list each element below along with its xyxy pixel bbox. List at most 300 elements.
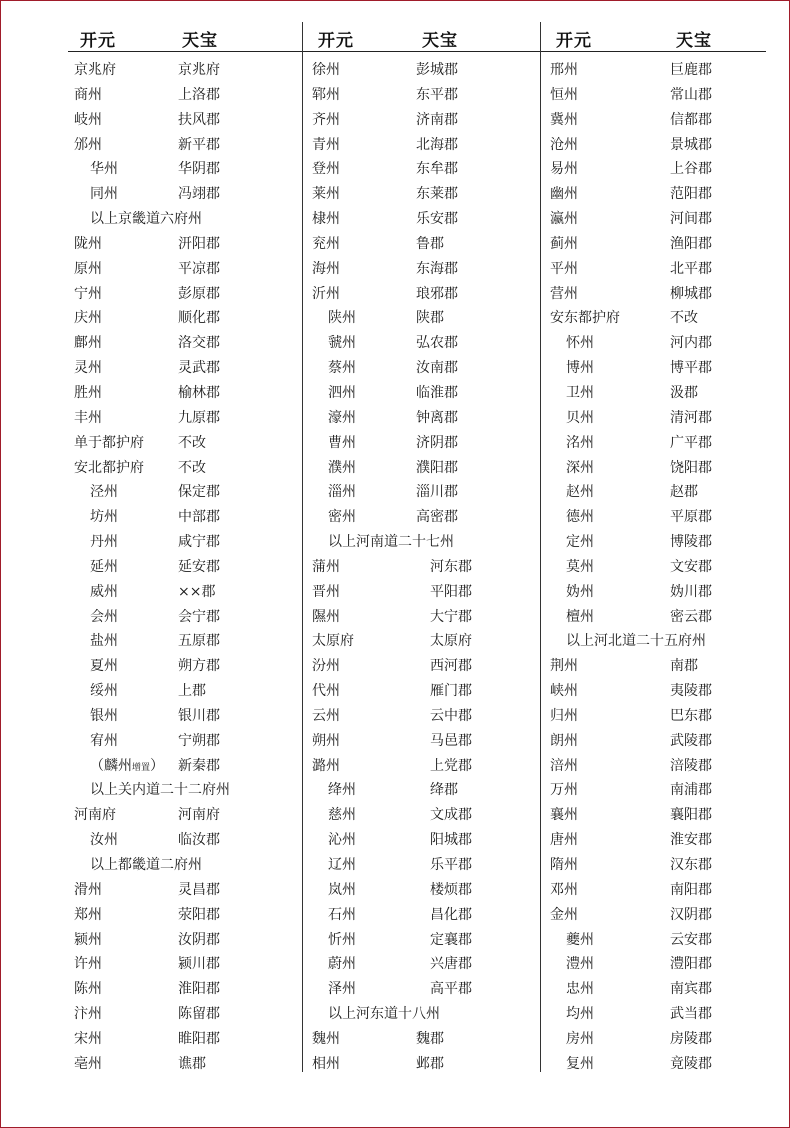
kaiyuan-name-text: 泾州 (90, 484, 118, 501)
kaiyuan-name-text: 岐州 (74, 111, 102, 128)
kaiyuan-name (566, 1027, 594, 1052)
column-1 (74, 58, 300, 1077)
tianbao-name: 范阳郡 (670, 186, 712, 203)
header-tianbao-2: 天宝 (422, 31, 458, 51)
kaiyuan-name-text: 登州 (312, 161, 340, 178)
tianbao-name: 汲郡 (670, 384, 698, 401)
kaiyuan-name (550, 282, 578, 307)
kaiyuan-name (90, 555, 118, 580)
kaiyuan-name-text: 海州 (312, 260, 340, 277)
kaiyuan-name-text: 原州 (74, 260, 102, 277)
kaiyuan-note: 增置 (132, 762, 151, 773)
table-row (312, 580, 536, 605)
table-row (312, 778, 536, 803)
tianbao-name: 昌化郡 (430, 906, 472, 923)
kaiyuan-name (328, 431, 356, 456)
kaiyuan-name-text: 襄州 (550, 807, 578, 824)
kaiyuan-name-text: 云州 (312, 707, 340, 724)
tianbao-name: 荥阳郡 (178, 906, 220, 923)
tianbao-name: 冯翊郡 (178, 186, 220, 203)
tianbao-name: 延安郡 (178, 558, 220, 575)
table-row (312, 83, 536, 108)
kaiyuan-name-text: 均州 (566, 1006, 594, 1023)
kaiyuan-name-text: 陈州 (74, 981, 102, 998)
kaiyuan-name (328, 381, 356, 406)
kaiyuan-name-text: 陇州 (74, 235, 102, 252)
table-row (312, 406, 536, 431)
table-row (312, 629, 536, 654)
kaiyuan-name (566, 1002, 594, 1027)
tianbao-name: 武当郡 (670, 1006, 712, 1023)
table-row (74, 282, 300, 307)
kaiyuan-name (328, 853, 356, 878)
tianbao-name: 巴东郡 (670, 707, 712, 724)
tianbao-name: 河南府 (178, 807, 220, 824)
table-row (550, 754, 770, 779)
kaiyuan-name (90, 480, 118, 505)
table-row (550, 928, 770, 953)
kaiyuan-name-text: 胜州 (74, 384, 102, 401)
kaiyuan-name (90, 729, 118, 754)
table-row (312, 157, 536, 182)
kaiyuan-name (312, 1052, 340, 1077)
kaiyuan-name-text: 颍州 (74, 931, 102, 948)
table-row (312, 356, 536, 381)
kaiyuan-name (328, 331, 356, 356)
tianbao-name: 河间郡 (670, 211, 712, 228)
tianbao-name: 会宁郡 (178, 608, 220, 625)
kaiyuan-name (74, 803, 116, 828)
kaiyuan-name (550, 704, 578, 729)
tianbao-name: 夷陵郡 (670, 683, 712, 700)
tianbao-name: 鲁郡 (416, 235, 444, 252)
table-row (74, 928, 300, 953)
kaiyuan-name-text: 德州 (566, 509, 594, 526)
table-row (550, 505, 770, 530)
kaiyuan-name-text: 怀州 (566, 335, 594, 352)
kaiyuan-name-text: 汴州 (74, 1006, 102, 1023)
tianbao-name: 宁朔郡 (178, 732, 220, 749)
tianbao-name: 渔阳郡 (670, 235, 712, 252)
kaiyuan-name-text: 房州 (566, 1030, 594, 1047)
kaiyuan-name-text: 陕州 (328, 310, 356, 327)
tianbao-name: 马邑郡 (430, 732, 472, 749)
tianbao-name: 汝阴郡 (178, 931, 220, 948)
table-row (550, 679, 770, 704)
kaiyuan-name (566, 406, 594, 431)
header-tianbao-3: 天宝 (676, 31, 712, 51)
summary-text: 以上河南道二十七州 (328, 534, 454, 551)
tianbao-name: 东海郡 (416, 260, 458, 277)
tianbao-name: 南浦郡 (670, 782, 712, 799)
table-row (74, 480, 300, 505)
kaiyuan-name (74, 356, 102, 381)
kaiyuan-name-text: 魏州 (312, 1030, 340, 1047)
table-row (74, 629, 300, 654)
table-row (74, 381, 300, 406)
table-row (312, 1052, 536, 1077)
tianbao-name: 河东郡 (430, 558, 472, 575)
kaiyuan-name-text: 朔州 (312, 732, 340, 749)
kaiyuan-name (74, 431, 144, 456)
kaiyuan-name-text: 银州 (90, 707, 118, 724)
kaiyuan-name-text: 隋州 (550, 857, 578, 873)
column-divider-2 (540, 22, 541, 1072)
table-row (550, 580, 770, 605)
tianbao-name: 邺郡 (416, 1055, 444, 1072)
summary-row (550, 629, 770, 654)
tianbao-name: 颍川郡 (178, 956, 220, 973)
kaiyuan-name-text: 河南府 (74, 807, 116, 824)
column-divider-1 (302, 22, 303, 1072)
kaiyuan-name-text: 濠州 (328, 409, 356, 426)
table-row (312, 232, 536, 257)
kaiyuan-name-text: 濮州 (328, 459, 356, 476)
kaiyuan-name (328, 803, 356, 828)
kaiyuan-name (90, 505, 118, 530)
table-row (312, 108, 536, 133)
tianbao-name: 陈留郡 (178, 1006, 220, 1023)
kaiyuan-name-text: 绛州 (328, 782, 356, 799)
kaiyuan-name (74, 232, 102, 257)
tianbao-name: 上洛郡 (178, 86, 220, 103)
kaiyuan-name (90, 704, 118, 729)
kaiyuan-name-text: 延州 (90, 558, 118, 575)
tianbao-name: 上党郡 (430, 757, 472, 774)
table-row (312, 431, 536, 456)
kaiyuan-name-text: 博州 (566, 360, 594, 377)
kaiyuan-name (550, 754, 578, 779)
kaiyuan-name (312, 232, 340, 257)
table-row (550, 232, 770, 257)
tianbao-name: 云安郡 (670, 931, 712, 948)
kaiyuan-name (90, 629, 118, 654)
table-row (74, 977, 300, 1002)
kaiyuan-name-text: 徐州 (312, 62, 340, 78)
tianbao-name: 绛郡 (430, 782, 458, 799)
kaiyuan-name (328, 306, 356, 331)
table-row (312, 729, 536, 754)
kaiyuan-name-text: 许州 (74, 956, 102, 973)
tianbao-name: 清河郡 (670, 409, 712, 426)
header-rule (68, 51, 766, 52)
table-row (550, 828, 770, 853)
kaiyuan-name (90, 654, 118, 679)
kaiyuan-name-text: 朗州 (550, 732, 578, 749)
kaiyuan-name-text: 潞州 (312, 757, 340, 774)
tianbao-name: 淄川郡 (416, 484, 458, 501)
tianbao-name: 灵武郡 (178, 360, 220, 377)
table-row (74, 157, 300, 182)
kaiyuan-name-text: 棣州 (312, 211, 340, 228)
kaiyuan-name (566, 928, 594, 953)
kaiyuan-name-text: 滑州 (74, 881, 102, 898)
kaiyuan-name (74, 406, 102, 431)
kaiyuan-name (312, 629, 354, 654)
table-row (550, 878, 770, 903)
table-row (312, 331, 536, 356)
kaiyuan-name-text: 隰州 (312, 608, 340, 625)
column-3 (550, 58, 770, 1077)
table-row (550, 108, 770, 133)
tianbao-name: 榆林郡 (178, 384, 220, 401)
kaiyuan-name-text: 京兆府 (74, 62, 116, 78)
kaiyuan-name (566, 505, 594, 530)
tianbao-name: 澧阳郡 (670, 956, 712, 973)
table-row (74, 331, 300, 356)
tianbao-name: 北海郡 (416, 136, 458, 153)
summary-text: 以上河东道十八州 (328, 1006, 440, 1023)
summary-row (74, 778, 300, 803)
kaiyuan-name (328, 778, 356, 803)
tianbao-name: 阳城郡 (430, 832, 472, 849)
table-row (550, 803, 770, 828)
kaiyuan-name (74, 977, 102, 1002)
table-row (74, 803, 300, 828)
kaiyuan-name (74, 83, 102, 108)
kaiyuan-name (550, 306, 620, 331)
tianbao-name: 大宁郡 (430, 608, 472, 625)
table-row (74, 356, 300, 381)
tianbao-name: 汉东郡 (670, 857, 712, 873)
kaiyuan-name-text: 复州 (566, 1055, 594, 1072)
table-row (312, 555, 536, 580)
tianbao-name: 平阳郡 (430, 583, 472, 600)
tianbao-name: 乐安郡 (416, 211, 458, 228)
kaiyuan-name-text: 郑州 (74, 906, 102, 923)
summary-text: 以上京畿道六府州 (90, 211, 202, 228)
tianbao-name: 河内郡 (670, 335, 712, 352)
kaiyuan-name (566, 480, 594, 505)
table-row (550, 530, 770, 555)
kaiyuan-name (566, 356, 594, 381)
kaiyuan-name (74, 903, 102, 928)
table-row (312, 803, 536, 828)
kaiyuan-name-text: 蔚州 (328, 956, 356, 973)
kaiyuan-name (90, 828, 118, 853)
tianbao-name: 定襄郡 (430, 931, 472, 948)
tianbao-name: 汉阴郡 (670, 906, 712, 923)
kaiyuan-name (328, 952, 356, 977)
kaiyuan-name (74, 108, 102, 133)
kaiyuan-name (312, 108, 340, 133)
tianbao-name: 竟陵郡 (670, 1055, 712, 1072)
kaiyuan-name-text: 蓟州 (550, 235, 578, 252)
kaiyuan-name-text: 深州 (566, 459, 594, 476)
table-row (74, 729, 300, 754)
tianbao-name: 五原郡 (178, 633, 220, 650)
tianbao-name: 保定郡 (178, 484, 220, 501)
kaiyuan-name (550, 133, 578, 158)
kaiyuan-name (74, 306, 102, 331)
kaiyuan-name-text: 庆州 (74, 310, 102, 327)
table-row (312, 58, 536, 83)
table-row (74, 679, 300, 704)
table-row (312, 654, 536, 679)
tianbao-name: 广平郡 (670, 434, 712, 451)
table-row (74, 182, 300, 207)
kaiyuan-name-text: 虢州 (328, 335, 356, 352)
tianbao-name: 临汝郡 (178, 832, 220, 849)
table-row (312, 480, 536, 505)
column-2 (312, 58, 536, 1077)
kaiyuan-name-text: 相州 (312, 1055, 340, 1072)
kaiyuan-name (566, 431, 594, 456)
tianbao-name: 楼烦郡 (430, 881, 472, 898)
kaiyuan-name-text: 曹州 (328, 434, 356, 451)
kaiyuan-name (74, 331, 102, 356)
table-row (74, 530, 300, 555)
kaiyuan-name-text: 同州 (90, 186, 118, 203)
table-row (550, 306, 770, 331)
kaiyuan-name-text: 兖州 (312, 235, 340, 252)
kaiyuan-name-text: 平州 (550, 260, 578, 277)
kaiyuan-name-text: 石州 (328, 906, 356, 923)
kaiyuan-name (550, 108, 578, 133)
table-row (74, 878, 300, 903)
table-row (312, 754, 536, 779)
kaiyuan-name-text: 沁州 (328, 832, 356, 849)
kaiyuan-name-text: 夏州 (90, 658, 118, 675)
kaiyuan-name (74, 1027, 102, 1052)
kaiyuan-name-text: 唐州 (550, 832, 578, 849)
kaiyuan-name (328, 878, 356, 903)
kaiyuan-name (328, 480, 356, 505)
kaiyuan-name-text: 易州 (550, 161, 578, 178)
kaiyuan-name (550, 207, 578, 232)
kaiyuan-name-text: 定州 (566, 534, 594, 551)
kaiyuan-name (90, 157, 118, 182)
kaiyuan-name-text: 卫州 (566, 384, 594, 401)
table-row (74, 232, 300, 257)
table-row (74, 456, 300, 481)
summary-row (74, 207, 300, 232)
kaiyuan-name-text: 辽州 (328, 857, 356, 873)
kaiyuan-name (74, 58, 116, 83)
kaiyuan-name-text: 安东都护府 (550, 310, 620, 327)
table-row (74, 83, 300, 108)
tianbao-name: 雁门郡 (430, 683, 472, 700)
tianbao-name: 密云郡 (670, 608, 712, 625)
table-row (550, 58, 770, 83)
kaiyuan-name (312, 580, 340, 605)
table-row (74, 1027, 300, 1052)
kaiyuan-name-text: 晋州 (312, 583, 340, 600)
tianbao-name: 常山郡 (670, 86, 712, 103)
table-row (550, 704, 770, 729)
table-row (74, 704, 300, 729)
kaiyuan-name (566, 977, 594, 1002)
kaiyuan-name-text: 太原府 (312, 633, 354, 650)
tianbao-name: 咸宁郡 (178, 534, 220, 551)
summary-text: 以上关内道二十二府州 (90, 782, 230, 799)
kaiyuan-name (312, 754, 340, 779)
kaiyuan-name-text: 亳州 (74, 1055, 102, 1072)
table-row (312, 207, 536, 232)
kaiyuan-name (550, 157, 578, 182)
header-kaiyuan-2: 开元 (318, 31, 354, 51)
table-row (74, 605, 300, 630)
kaiyuan-name-text: 沂州 (312, 285, 340, 302)
kaiyuan-name (550, 58, 578, 83)
tianbao-name: 陕郡 (416, 310, 444, 327)
kaiyuan-name-text: 华州 (90, 161, 118, 178)
kaiyuan-name-text: 恒州 (550, 86, 578, 103)
table-row (312, 704, 536, 729)
tianbao-name: 谯郡 (178, 1055, 206, 1072)
table-row (312, 679, 536, 704)
table-row (550, 778, 770, 803)
kaiyuan-name (312, 182, 340, 207)
tianbao-name: 乐平郡 (430, 857, 472, 873)
kaiyuan-name-text: 金州 (550, 906, 578, 923)
summary-row (74, 853, 300, 878)
kaiyuan-name-text: 沧州 (550, 136, 578, 153)
tianbao-name: 柳城郡 (670, 285, 712, 302)
kaiyuan-name-text: 绥州 (90, 683, 118, 700)
kaiyuan-name (550, 878, 578, 903)
tianbao-name: 妫川郡 (670, 583, 712, 600)
table-row (74, 1052, 300, 1077)
kaiyuan-name-text: 幽州 (550, 186, 578, 203)
kaiyuan-name (566, 331, 594, 356)
kaiyuan-name (74, 456, 144, 481)
kaiyuan-name-text: 冀州 (550, 111, 578, 128)
kaiyuan-name-text: 营州 (550, 285, 578, 302)
kaiyuan-name (312, 157, 340, 182)
table-row (550, 257, 770, 282)
kaiyuan-name (312, 1027, 340, 1052)
kaiyuan-name-text: 邠州 (74, 136, 102, 153)
kaiyuan-name-text: 妫州 (566, 583, 594, 600)
tianbao-name: 新平郡 (178, 136, 220, 153)
tianbao-name: 上谷郡 (670, 161, 712, 178)
tianbao-name: 濮阳郡 (416, 459, 458, 476)
table-row (550, 952, 770, 977)
kaiyuan-name (328, 356, 356, 381)
table-row (74, 431, 300, 456)
kaiyuan-name-text: 涪州 (550, 757, 578, 774)
kaiyuan-name-text: 淄州 (328, 484, 356, 501)
kaiyuan-name (90, 754, 164, 781)
tianbao-name: 济阴郡 (416, 434, 458, 451)
header-kaiyuan-1: 开元 (80, 31, 116, 51)
table-row (550, 977, 770, 1002)
tianbao-name: 信都郡 (670, 111, 712, 128)
table-row (550, 331, 770, 356)
table-row (312, 182, 536, 207)
table-row (74, 1002, 300, 1027)
kaiyuan-name (74, 952, 102, 977)
tianbao-name: 中部郡 (178, 509, 220, 526)
tianbao-name: 博平郡 (670, 360, 712, 377)
tianbao-name: 东平郡 (416, 86, 458, 103)
table-row (74, 133, 300, 158)
kaiyuan-name (550, 679, 578, 704)
tianbao-name: 上郡 (178, 683, 206, 700)
table-row (312, 928, 536, 953)
table-row (550, 1027, 770, 1052)
tianbao-name: 洛交郡 (178, 335, 220, 352)
table-row (312, 1027, 536, 1052)
kaiyuan-name-text: 郓州 (312, 86, 340, 103)
tianbao-name: 东牟郡 (416, 161, 458, 178)
table-row (550, 903, 770, 928)
summary-row (312, 530, 536, 555)
table-row (550, 480, 770, 505)
kaiyuan-name (74, 257, 102, 282)
kaiyuan-name-text: 峡州 (550, 683, 578, 700)
